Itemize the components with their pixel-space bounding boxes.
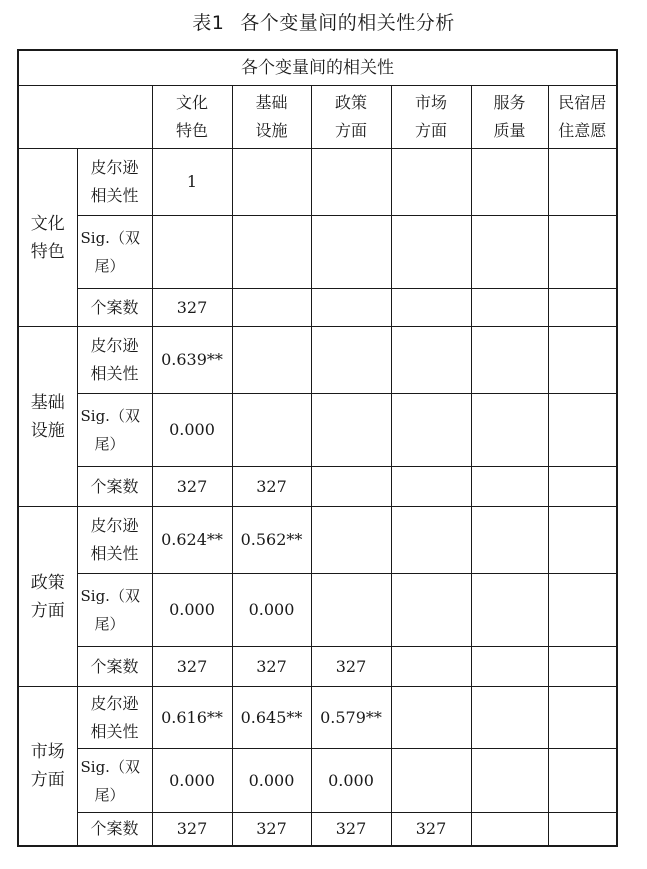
n-value-cell (391, 289, 471, 327)
row-variable-line: 市场 (30, 741, 65, 762)
column-header-line: 特色 (175, 121, 208, 140)
stat-label-line: Sig.（双 (80, 229, 140, 247)
sig-value-cell (471, 394, 548, 467)
pearson-value-cell (471, 507, 548, 574)
stat-label-n: 个案数 (77, 647, 152, 687)
n-value-cell (232, 289, 311, 327)
stat-label-line: Sig.（双 (80, 587, 140, 605)
column-header-line: 政策 (334, 93, 367, 112)
row-variable-line: 方面 (30, 769, 65, 790)
sig-value-cell (311, 394, 391, 467)
table-row (18, 327, 617, 394)
column-header-line: 住意愿 (558, 121, 607, 140)
pearson-value-cell (391, 149, 471, 216)
sig-value-cell (548, 574, 617, 647)
sig-value-cell (391, 394, 471, 467)
n-value-cell (311, 467, 391, 507)
table-row (18, 574, 617, 647)
sig-value-cell: 0.000 (232, 749, 311, 813)
table-row (18, 647, 617, 687)
n-value-cell (548, 289, 617, 327)
sig-value-cell (548, 216, 617, 289)
stat-label-line: Sig.（双 (80, 757, 140, 776)
n-value-cell (471, 467, 548, 507)
table-row (18, 467, 617, 507)
n-value-cell: 327 (152, 467, 232, 507)
n-value-cell (548, 813, 617, 846)
stat-label-sig (77, 574, 152, 647)
pearson-value-cell (471, 687, 548, 749)
sig-value-cell (471, 749, 548, 813)
pearson-value-cell (471, 327, 548, 394)
corner-cell (18, 86, 152, 149)
column-header (471, 86, 548, 149)
n-value-cell: 327 (152, 289, 232, 327)
n-value-cell (471, 813, 548, 846)
pearson-value-cell (311, 507, 391, 574)
sig-value-cell (391, 574, 471, 647)
sig-value-cell (311, 216, 391, 289)
table-row (18, 507, 617, 574)
stat-label-line: 尾） (94, 785, 125, 804)
n-value-cell (471, 647, 548, 687)
pearson-value-cell (232, 327, 311, 394)
column-header-line: 基础 (255, 93, 288, 112)
row-variable-label (18, 507, 77, 687)
stat-label-sig (77, 216, 152, 289)
pearson-value-cell: 0.579** (311, 687, 391, 749)
stat-label-n: 个案数 (77, 467, 152, 507)
stat-label-pearson (77, 327, 152, 394)
table-row (18, 394, 617, 467)
pearson-value-cell: 0.562** (232, 507, 311, 574)
n-value-cell: 327 (232, 813, 311, 846)
n-value-cell (391, 647, 471, 687)
sig-value-cell (471, 574, 548, 647)
sig-value-cell (232, 216, 311, 289)
column-header-line: 民宿居 (558, 93, 607, 112)
table-row (18, 289, 617, 327)
table-caption (0, 8, 647, 35)
merged-header: 各个变量间的相关性 (18, 50, 617, 86)
pearson-value-cell (232, 149, 311, 216)
sig-value-cell: 0.000 (152, 394, 232, 467)
stat-label-line: 尾） (94, 257, 125, 275)
stat-label-sig (77, 394, 152, 467)
stat-label-n: 个案数 (77, 289, 152, 327)
column-header-line: 文化 (175, 93, 208, 112)
correlation-table (17, 49, 618, 847)
sig-value-cell: 0.000 (152, 749, 232, 813)
pearson-value-cell (391, 687, 471, 749)
table-row (18, 813, 617, 846)
pearson-value-cell (548, 149, 617, 216)
column-header (232, 86, 311, 149)
column-header-line: 市场 (414, 93, 447, 112)
table-row (18, 216, 617, 289)
sig-value-cell: 0.000 (311, 749, 391, 813)
pearson-value-cell: 0.624** (152, 507, 232, 574)
pearson-value-cell (391, 327, 471, 394)
n-value-cell (471, 289, 548, 327)
sig-value-cell (548, 394, 617, 467)
n-value-cell (311, 289, 391, 327)
row-variable-label (18, 687, 77, 846)
pearson-value-cell (548, 687, 617, 749)
pearson-value-cell: 1 (152, 149, 232, 216)
pearson-value-cell (311, 149, 391, 216)
table-row (18, 149, 617, 216)
stat-label-line: 相关性 (90, 544, 139, 563)
n-value-cell (548, 647, 617, 687)
n-value-cell: 327 (152, 647, 232, 687)
n-value-cell: 327 (311, 647, 391, 687)
column-header (391, 86, 471, 149)
column-header-line: 设施 (255, 121, 288, 140)
stat-label-line: 皮尔逊 (90, 516, 139, 535)
sig-value-cell (232, 394, 311, 467)
n-value-cell: 327 (232, 647, 311, 687)
row-variable-line: 文化 (30, 213, 65, 234)
n-value-cell (391, 467, 471, 507)
column-header-line: 质量 (493, 121, 526, 140)
sig-value-cell: 0.000 (152, 574, 232, 647)
table-row (18, 687, 617, 749)
stat-label-line: 相关性 (90, 364, 139, 383)
pearson-value-cell: 0.639** (152, 327, 232, 394)
sig-value-cell (391, 216, 471, 289)
sig-value-cell (152, 216, 232, 289)
stat-label-line: 皮尔逊 (90, 336, 139, 355)
row-variable-line: 政策 (30, 572, 65, 593)
column-header (548, 86, 617, 149)
stat-label-line: 皮尔逊 (90, 158, 139, 177)
n-value-cell: 327 (232, 467, 311, 507)
row-variable-line: 特色 (30, 241, 65, 262)
table-row (18, 749, 617, 813)
pearson-value-cell (471, 149, 548, 216)
pearson-value-cell: 0.616** (152, 687, 232, 749)
stat-label-pearson (77, 687, 152, 749)
n-value-cell: 327 (152, 813, 232, 846)
stat-label-line: Sig.（双 (80, 407, 140, 425)
sig-value-cell (548, 749, 617, 813)
sig-value-cell (311, 574, 391, 647)
table-title: 各个变量间的相关性分析 (240, 12, 455, 34)
stat-label-line: 尾） (94, 435, 125, 453)
stat-label-line: 相关性 (90, 186, 139, 205)
column-header-line: 方面 (334, 121, 367, 140)
row-variable-line: 基础 (30, 392, 65, 413)
stat-label-n: 个案数 (77, 813, 152, 846)
row-variable-line: 方面 (30, 600, 65, 621)
pearson-value-cell (548, 507, 617, 574)
row-variable-label (18, 149, 77, 327)
stat-label-pearson (77, 507, 152, 574)
stat-label-sig (77, 749, 152, 813)
sig-value-cell (391, 749, 471, 813)
stat-label-pearson (77, 149, 152, 216)
row-variable-line: 设施 (30, 420, 65, 441)
pearson-value-cell (311, 327, 391, 394)
table-number: 表1 (192, 12, 225, 34)
column-header-line: 方面 (414, 121, 447, 140)
column-header-line: 服务 (493, 93, 526, 112)
n-value-cell: 327 (311, 813, 391, 846)
sig-value-cell (471, 216, 548, 289)
pearson-value-cell (391, 507, 471, 574)
n-value-cell: 327 (391, 813, 471, 846)
stat-label-line: 相关性 (90, 721, 139, 741)
stat-label-line: 皮尔逊 (90, 693, 139, 713)
stat-label-line: 尾） (94, 615, 125, 633)
sig-value-cell: 0.000 (232, 574, 311, 647)
n-value-cell (548, 467, 617, 507)
row-variable-label (18, 327, 77, 507)
pearson-value-cell (548, 327, 617, 394)
column-header (152, 86, 232, 149)
column-header (311, 86, 391, 149)
pearson-value-cell: 0.645** (232, 687, 311, 749)
